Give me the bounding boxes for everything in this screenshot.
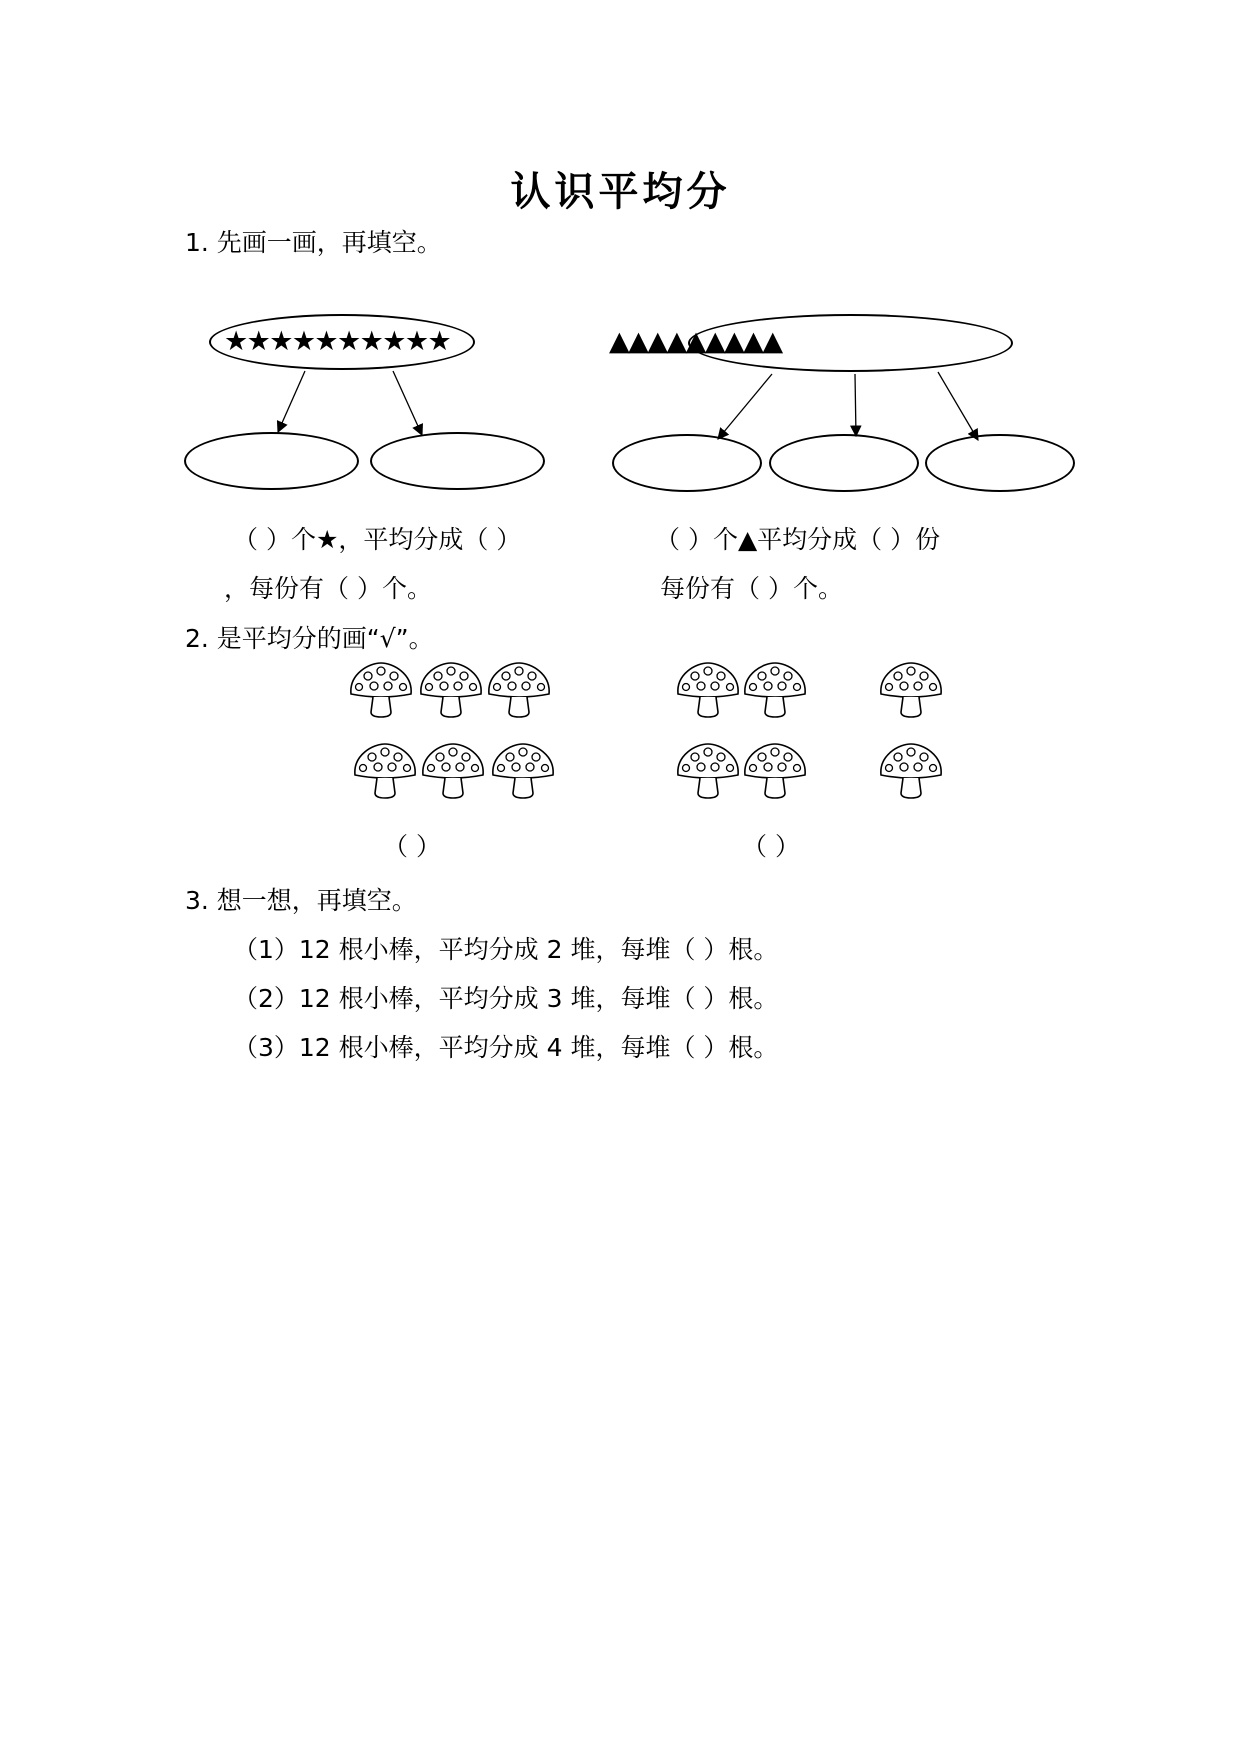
- left-fill-line-2: ，每份有（ ）个。: [224, 574, 432, 603]
- mushroom-icon: [419, 741, 487, 801]
- question-2-heading: 2. 是平均分的画“√”。: [185, 624, 434, 653]
- stars-row: ★★★★★★★★★★: [224, 326, 451, 357]
- q3-item-3: （3）12 根小棒，平均分成 4 堆，每堆（ ）根。: [233, 1033, 779, 1062]
- arrow-triangle-right: [938, 372, 978, 440]
- arrow-star-right: [393, 371, 422, 435]
- left-fill-line-1: （ ）个★，平均分成（ ）: [233, 525, 522, 554]
- page-title: 认识平均分: [510, 168, 731, 215]
- arrow-triangle-middle: [855, 374, 856, 436]
- mushroom-icon: [877, 660, 945, 720]
- question-1-heading: 1. 先画一画，再填空。: [185, 228, 442, 257]
- mushroom-icon: [741, 660, 809, 720]
- q3-item-2: （2）12 根小棒，平均分成 3 堆，每堆（ ）根。: [233, 984, 779, 1013]
- q2-right-answer-box[interactable]: （ ）: [742, 832, 800, 861]
- q3-item-1: （1）12 根小棒，平均分成 2 堆，每堆（ ）根。: [233, 935, 779, 964]
- mushroom-icon: [674, 741, 742, 801]
- right-fill-line-2: 每份有（ ）个。: [660, 574, 843, 603]
- q2-left-answer-box[interactable]: （ ）: [383, 832, 441, 861]
- arrow-star-left: [278, 371, 305, 432]
- mushroom-icon: [347, 660, 415, 720]
- question-3-heading: 3. 想一想，再填空。: [185, 886, 417, 915]
- mushroom-icon: [489, 741, 557, 801]
- mushroom-icon: [417, 660, 485, 720]
- right-fill-line-1: （ ）个▲平均分成（ ）份: [655, 525, 941, 554]
- mushroom-icon: [877, 741, 945, 801]
- triangles-row: ▲▲▲▲▲▲▲▲▲: [609, 326, 782, 357]
- mushroom-icon: [485, 660, 553, 720]
- mushroom-icon: [741, 741, 809, 801]
- arrow-triangle-left: [718, 374, 772, 439]
- mushroom-icon: [674, 660, 742, 720]
- mushroom-icon: [351, 741, 419, 801]
